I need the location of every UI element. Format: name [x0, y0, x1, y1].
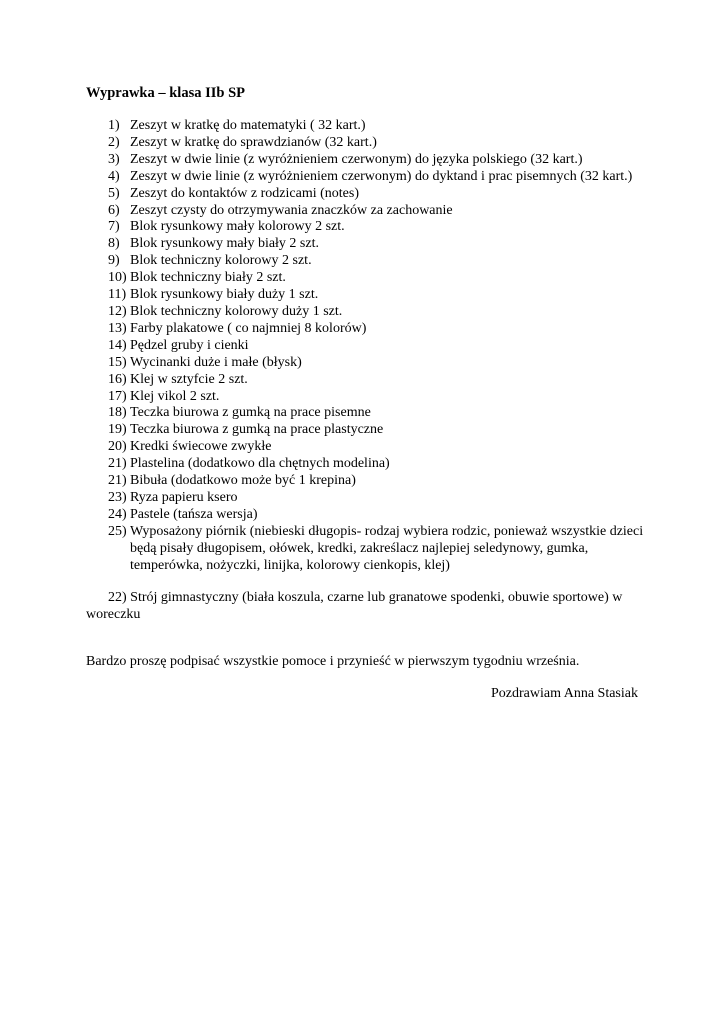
signature: Pozdrawiam Anna Stasiak	[491, 686, 638, 701]
list-item-number: 3)	[108, 151, 120, 167]
list-item-number: 8)	[108, 236, 120, 252]
list-item-number: 1)	[108, 118, 120, 133]
closing-note: Bardzo proszę podpisać wszystkie pomoce i przynieść w pierwszym tygodniu września.	[86, 654, 580, 669]
list-item-text: Kredki świecowe zwykłe	[130, 439, 272, 455]
list-item-text: Zeszyt w kratkę do matematyki ( 32 kart.)	[130, 118, 366, 133]
list-item-number: 13)	[108, 320, 127, 336]
list-item-text: Plastelina (dodatkowo dla chętnych modelina)	[130, 456, 390, 472]
list-item-text: Blok techniczny biały 2 szt.	[130, 270, 286, 286]
list-item-number: 19)	[108, 422, 127, 438]
list-item-text: Zeszyt w dwie linie (z wyróżnieniem czerwonym) do języka polskiego (32 kart.)	[130, 151, 583, 167]
list-item-number: 10)	[108, 270, 127, 286]
list-item	[86, 507, 646, 524]
list-item-number: 24)	[108, 506, 127, 522]
list-item-text: Blok rysunkowy mały biały 2 szt.	[130, 236, 319, 252]
list-item-number: 16)	[108, 371, 127, 387]
list-item-number: 14)	[108, 337, 127, 353]
list-item-text: Zeszyt czysty do otrzymywania znaczków za zachowanie	[130, 202, 453, 218]
list-item	[86, 439, 646, 456]
list-item	[86, 355, 646, 372]
list-item-number: 15)	[108, 354, 127, 370]
list-item	[86, 473, 646, 490]
list-item-text: Blok rysunkowy mały kolorowy 2 szt.	[130, 219, 345, 235]
list-item-number: 20)	[108, 439, 127, 455]
list-item	[86, 422, 646, 439]
list-item-number: 25)	[108, 523, 127, 539]
list-item-text: Wycinanki duże i małe (błysk)	[130, 354, 302, 370]
list-item-number: 18)	[108, 405, 127, 421]
list-item-number: 12)	[108, 303, 127, 319]
last-item-number: 22)	[108, 590, 127, 605]
list-item-number: 4)	[108, 168, 120, 184]
list-item-text: Pastele (tańsza wersja)	[130, 506, 258, 522]
list-item-text: Zeszyt do kontaktów z rodzicami (notes)	[130, 185, 359, 201]
list-item-number: 2)	[108, 134, 120, 150]
list-item-text: Klej w sztyfcie 2 szt.	[130, 371, 248, 387]
list-item	[86, 236, 646, 253]
list-item	[86, 169, 646, 186]
supply-list-last-item	[86, 590, 646, 624]
list-item	[86, 490, 646, 507]
list-item-number: 11)	[108, 287, 127, 303]
list-item-text: Blok techniczny kolorowy 2 szt.	[130, 253, 312, 269]
list-item-number: 9)	[108, 253, 120, 269]
list-item	[86, 270, 646, 287]
list-item	[86, 203, 646, 220]
list-item	[86, 456, 646, 473]
last-item-text: Strój gimnastyczny (biała koszula, czarne lub granatowe spodenki, obuwie sportowe) w woreczku	[86, 590, 623, 622]
supply-list	[86, 118, 646, 574]
list-item	[86, 287, 646, 304]
list-item-text: Pędzel gruby i cienki	[130, 337, 249, 353]
list-item-text: Teczka biurowa z gumką na prace plastyczne	[130, 422, 384, 438]
list-item	[86, 321, 646, 338]
list-item	[86, 389, 646, 406]
list-item	[86, 372, 646, 389]
list-item-text: Klej vikol 2 szt.	[130, 388, 220, 404]
list-item	[86, 186, 646, 203]
list-item	[86, 338, 646, 355]
list-item-number: 21)	[108, 473, 127, 489]
list-item	[86, 405, 646, 422]
list-item-number: 17)	[108, 388, 127, 404]
list-item-number: 21)	[108, 456, 127, 472]
list-item-number: 7)	[108, 219, 120, 235]
list-item	[86, 219, 646, 236]
list-item-text: Ryza papieru ksero	[130, 489, 238, 505]
list-item	[86, 152, 646, 169]
list-item-text: Blok rysunkowy biały duży 1 szt.	[130, 287, 319, 303]
list-item-text: Zeszyt w kratkę do sprawdzianów (32 kart.)	[130, 134, 377, 150]
list-item-text: Bibuła (dodatkowo może być 1 krepina)	[130, 473, 356, 489]
list-item-text: Blok techniczny kolorowy duży 1 szt.	[130, 303, 343, 319]
list-item	[86, 118, 646, 135]
document-title: Wyprawka – klasa IIb SP	[86, 85, 246, 101]
list-item-number: 23)	[108, 489, 127, 505]
list-item-text: Farby plakatowe ( co najmniej 8 kolorów)	[130, 320, 367, 336]
list-item-text: Teczka biurowa z gumką na prace pisemne	[130, 405, 371, 421]
list-item-number: 6)	[108, 202, 120, 218]
list-item-text: Zeszyt w dwie linie (z wyróżnieniem czerwonym) do dyktand i prac pisemnych (32 kart.)	[130, 168, 633, 184]
list-item-number: 5)	[108, 185, 120, 201]
list-item	[86, 304, 646, 321]
list-item	[86, 135, 646, 152]
list-item	[86, 253, 646, 270]
list-item-text: Wyposażony piórnik (niebieski długopis- rodzaj wybiera rodzic, ponieważ wszystkie dzieci będą pisały długopisem, ołówek, kredki, zakreślacz najlepiej seledynowy, gumka, temperówka, nożyczki, linijka, kolorowy cienkopis, klej)	[130, 523, 644, 573]
list-item	[86, 524, 646, 575]
